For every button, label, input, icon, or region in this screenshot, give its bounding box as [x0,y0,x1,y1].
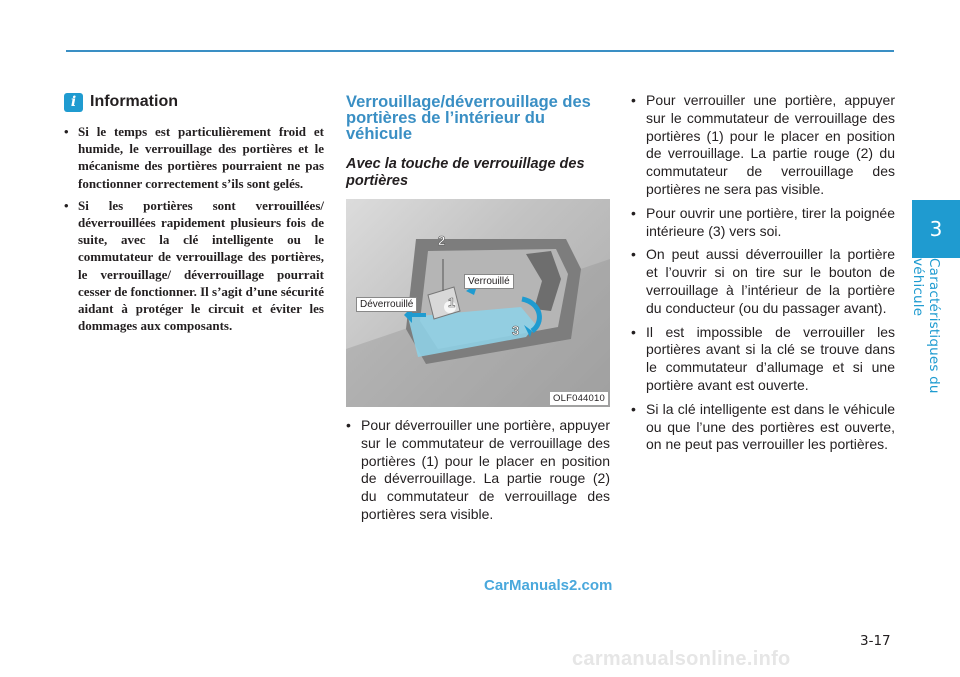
information-item: • Si le temps est particulièrement froid et humide, le verrouillage des portières et le mécanisme des portières pourraient ne pas fonctionner correctement s’ils sont gelés. [64,123,324,192]
chapter-number: 3 [929,217,943,241]
callout-number-2: 2 [438,233,446,248]
watermark-link[interactable]: CarManuals2.com [484,577,613,594]
info-icon: i [64,93,83,112]
door-lock-figure [346,199,610,407]
instruction-item: • Il est impossible de verrouiller les portières avant si la clé se trouve dans le commutateur d’allumage et si une portière avant est ouverte. [631,324,895,395]
section-subtitle: Avec la touche de verrouillage des portières [346,156,585,189]
lock-instructions [631,92,895,454]
figure-code: OLF044010 [550,392,608,405]
locked-callout: Verrouillé [464,274,514,289]
callout-number-3: 3 [512,323,520,338]
information-header [64,90,324,114]
chapter-title: Caractéristiques du véhicule [910,258,942,394]
header-rule [66,50,894,52]
footer-watermark: carmanualsonline.info [572,648,791,670]
unlocked-callout: Déverrouillé [356,297,417,312]
chapter-number-tab [912,200,960,258]
information-item: • Si les portières sont verrouillées/ déverrouillées rapidement plusieurs fois de suite, avec la clé intelligente ou le commutateur de verrouillage des portières, le verrouillage/ déverrouillage pourrait cesser de fonctionner. Il s’agit d’une sécurité aidant à protéger le circuit et éviter les dommages aux composants. [64,197,324,335]
instruction-item: • Pour déverrouiller une portière, appuyer sur le commutateur de verrouillage des portières (1) pour le placer en position de déverrouillage. La partie rouge (2) du commutateur de verrouillage des portières sera visible. [346,417,610,524]
unlock-instructions [346,417,610,524]
instruction-item: • On peut aussi déverrouiller la portière et l’ouvrir si on tire sur le bouton de verrouillage à l’intérieur de la portière du conducteur (ou du passager avant). [631,246,895,317]
section-title: Verrouillage/déverrouillage des portières de l’intérieur du véhicule [346,93,591,143]
information-column [64,90,324,339]
callout-number-1: 1 [448,295,456,310]
information-title: Information [90,93,178,110]
instructions-column [631,92,895,460]
information-list [64,123,324,334]
instruction-item: • Pour ouvrir une portière, tirer la poignée intérieure (3) vers soi. [631,205,895,241]
page-number: 3-17 [860,633,891,649]
section-column [346,90,610,530]
instruction-item: • Pour verrouiller une portière, appuyer sur le commutateur de verrouillage des portières (1) pour le placer en position de verrouillage. La partie rouge (2) du commutateur de verrouillage des portières ne sera pas visible. [631,92,895,199]
instruction-item: • Si la clé intelligente est dans le véhicule ou que l’une des portières est ouverte, on ne peut pas verrouiller les portières. [631,401,895,454]
